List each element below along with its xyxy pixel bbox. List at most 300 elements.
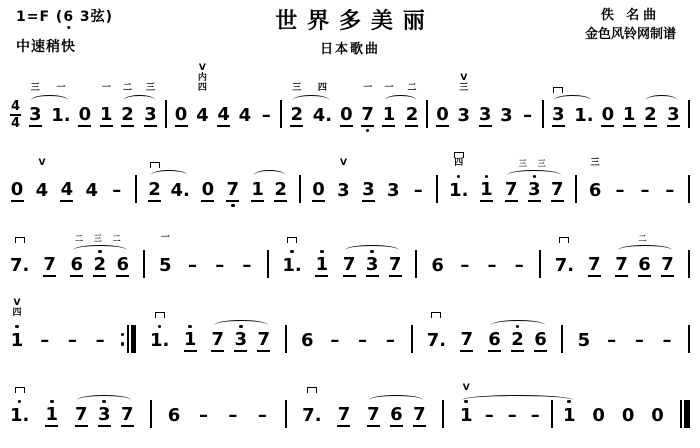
note-annotations xyxy=(591,159,600,168)
low-octave-dot xyxy=(116,277,130,284)
note-digit: 1 xyxy=(99,104,113,125)
note xyxy=(144,70,158,134)
note xyxy=(116,220,130,284)
note xyxy=(238,70,252,134)
note xyxy=(562,370,576,434)
note xyxy=(10,295,24,359)
low-octave-dot xyxy=(587,277,601,284)
slur-group xyxy=(251,145,288,209)
low-octave-dot xyxy=(643,127,657,134)
low-octave-dot xyxy=(217,127,231,134)
up-bow-icon: V xyxy=(13,298,21,308)
barline xyxy=(285,400,287,428)
note xyxy=(504,145,518,209)
note xyxy=(315,220,329,284)
high-octave-dot xyxy=(632,323,646,330)
note-annotations xyxy=(56,84,65,93)
low-octave-dot xyxy=(10,352,24,359)
note-annotations xyxy=(454,152,464,168)
high-octave-dot xyxy=(458,248,472,255)
low-octave-dot xyxy=(361,202,375,209)
low-octave-dot xyxy=(10,277,29,284)
low-octave-dot xyxy=(555,277,574,284)
low-octave-dot xyxy=(312,202,326,209)
barline xyxy=(542,100,544,128)
barline xyxy=(131,325,136,353)
high-octave-dot xyxy=(259,98,273,105)
note xyxy=(661,220,675,284)
note xyxy=(158,220,172,284)
low-octave-dot xyxy=(213,277,227,284)
note-annotations xyxy=(161,234,170,243)
note xyxy=(148,145,162,209)
repeat-dots xyxy=(121,333,125,346)
low-octave-dot xyxy=(226,202,240,209)
note xyxy=(527,145,541,209)
high-octave-dot xyxy=(605,323,619,330)
high-octave-dot xyxy=(574,98,593,105)
low-octave-dot xyxy=(460,352,474,359)
fingering-mark: 一 xyxy=(363,83,373,93)
low-octave-dot xyxy=(259,127,273,134)
low-octave-dot xyxy=(274,202,288,209)
low-octave-dot xyxy=(389,427,403,434)
note xyxy=(339,70,353,134)
low-octave-dot xyxy=(479,202,493,209)
slur-group xyxy=(488,295,548,359)
barline xyxy=(127,325,129,353)
subtitle: 日本歌曲 xyxy=(320,42,380,57)
fingering-mark: 一 xyxy=(56,83,66,93)
note xyxy=(551,70,565,134)
note xyxy=(201,145,215,209)
fingering-mark: 四 xyxy=(197,83,207,93)
low-octave-dot xyxy=(97,427,111,434)
high-octave-dot xyxy=(196,398,210,405)
low-octave-dot xyxy=(478,127,492,134)
slur-group xyxy=(366,370,426,434)
note-digit: – xyxy=(507,405,517,426)
note xyxy=(574,70,593,134)
note xyxy=(337,370,351,434)
duration-dash xyxy=(383,295,397,359)
tempo-marking: 中速稍快 xyxy=(16,39,76,55)
low-octave-dot xyxy=(148,202,162,209)
low-octave-dot xyxy=(388,277,402,284)
low-octave-dot xyxy=(382,127,396,134)
note-digit: 7 xyxy=(505,179,518,200)
low-octave-dot xyxy=(93,277,107,284)
duration-dash xyxy=(65,295,79,359)
slur-group xyxy=(342,220,402,284)
high-octave-dot xyxy=(663,173,677,180)
low-octave-dot xyxy=(499,127,513,134)
low-octave-dot xyxy=(45,427,59,434)
note xyxy=(74,370,88,434)
note xyxy=(85,145,99,209)
low-octave-dot xyxy=(383,352,397,359)
note xyxy=(10,370,29,434)
high-octave-dot xyxy=(313,98,332,105)
note-digit: 1. xyxy=(282,255,302,276)
low-octave-dot xyxy=(622,127,636,134)
low-octave-dot xyxy=(150,352,169,359)
high-octave-dot xyxy=(238,98,252,105)
note-digit: 4 xyxy=(35,180,49,201)
note-digit: 2 xyxy=(274,179,287,200)
note-digit: 7 xyxy=(460,329,474,350)
key-suffix: 3弦) xyxy=(74,9,114,25)
note-digit: 1 xyxy=(183,329,197,350)
note xyxy=(601,70,615,134)
note xyxy=(167,370,181,434)
note-digit: 0 xyxy=(201,179,215,200)
note-digit: 4 xyxy=(196,105,209,126)
fingering-mark: 四 xyxy=(12,308,22,318)
high-octave-dot xyxy=(158,248,172,255)
note-digit: 7. xyxy=(426,330,447,351)
sheet-header xyxy=(0,0,700,64)
note-digit: 2 xyxy=(121,104,134,125)
note-digit: 2 xyxy=(405,104,419,125)
note-digit: – xyxy=(530,405,540,426)
note-digit: 1 xyxy=(480,179,493,200)
high-octave-dot xyxy=(51,98,70,105)
low-octave-dot xyxy=(574,127,593,134)
note-digit: – xyxy=(634,330,644,351)
barline xyxy=(688,175,690,203)
down-bow-icon xyxy=(307,387,317,393)
high-octave-dot xyxy=(65,323,79,330)
low-octave-dot xyxy=(601,127,615,134)
high-octave-dot xyxy=(195,98,209,105)
note xyxy=(366,370,380,434)
high-octave-dot xyxy=(302,398,321,405)
high-octave-dot xyxy=(10,398,29,405)
note-digit: 3 xyxy=(144,104,157,125)
note-digit: 6 xyxy=(390,404,403,425)
low-octave-dot xyxy=(405,127,419,134)
fingering-mark: 四 xyxy=(454,158,464,168)
duration-dash xyxy=(528,370,542,434)
note-annotations xyxy=(363,84,372,93)
note xyxy=(499,70,513,134)
high-octave-dot xyxy=(651,398,665,405)
duration-dash xyxy=(255,370,269,434)
low-octave-dot xyxy=(144,127,158,134)
note xyxy=(389,370,403,434)
low-octave-dot xyxy=(457,127,471,134)
note-digit: 7. xyxy=(554,255,575,276)
down-bow-icon xyxy=(150,162,160,168)
note xyxy=(449,145,468,209)
high-octave-dot xyxy=(282,248,301,255)
low-octave-dot xyxy=(365,277,379,284)
note-digit: 7 xyxy=(551,179,564,200)
low-octave-dot xyxy=(511,352,525,359)
note-annotations xyxy=(459,74,468,93)
high-octave-dot xyxy=(555,248,574,255)
score xyxy=(0,64,700,434)
note-digit: 7 xyxy=(661,254,674,275)
fingering-mark: 一 xyxy=(101,83,111,93)
note-digit: 6 xyxy=(534,329,547,350)
low-octave-dot xyxy=(201,202,215,209)
duration-dash xyxy=(505,370,519,434)
duration-dash xyxy=(632,295,646,359)
low-octave-dot xyxy=(337,427,351,434)
note-digit: 3 xyxy=(362,179,375,200)
note xyxy=(60,145,74,209)
note xyxy=(171,145,190,209)
low-octave-dot xyxy=(99,127,113,134)
duration-dash xyxy=(512,220,526,284)
low-octave-dot xyxy=(651,427,665,434)
duration-dash xyxy=(196,370,210,434)
note-annotations xyxy=(287,237,297,243)
note-digit: 4. xyxy=(312,105,333,126)
note-digit: – xyxy=(358,330,368,351)
high-octave-dot xyxy=(255,398,269,405)
note xyxy=(35,145,49,209)
low-octave-dot xyxy=(356,352,370,359)
high-octave-dot xyxy=(10,323,24,330)
barline xyxy=(150,400,152,428)
duration-dash xyxy=(185,220,199,284)
slur-group xyxy=(290,70,332,134)
note-annotations xyxy=(318,84,327,93)
note-digit: – xyxy=(261,105,271,126)
high-octave-dot xyxy=(411,173,425,180)
note-digit: 3 xyxy=(500,105,513,126)
score-line xyxy=(10,295,690,359)
down-bow-icon xyxy=(287,237,297,243)
low-octave-dot xyxy=(613,202,627,209)
low-octave-dot xyxy=(226,427,240,434)
low-octave-dot xyxy=(592,427,606,434)
note-digit: – xyxy=(215,255,225,276)
up-bow-icon: V xyxy=(339,158,347,168)
low-octave-dot xyxy=(361,127,375,134)
slur-group xyxy=(382,70,419,134)
note xyxy=(386,145,400,209)
note xyxy=(183,295,197,359)
note xyxy=(78,70,92,134)
high-octave-dot xyxy=(336,173,350,180)
low-octave-dot xyxy=(605,352,619,359)
note xyxy=(555,220,574,284)
note xyxy=(150,295,169,359)
high-octave-dot xyxy=(499,98,513,105)
low-octave-dot xyxy=(488,352,502,359)
low-octave-dot xyxy=(342,277,356,284)
low-octave-dot xyxy=(35,202,49,209)
low-octave-dot xyxy=(638,277,652,284)
note-digit: 7 xyxy=(388,254,402,275)
note-digit: 1. xyxy=(574,105,594,126)
score-line xyxy=(10,63,690,134)
note xyxy=(478,70,492,134)
low-octave-dot xyxy=(336,202,350,209)
duration-dash xyxy=(638,145,652,209)
note-digit: – xyxy=(257,405,267,426)
note-digit: – xyxy=(662,330,672,351)
low-octave-dot xyxy=(411,202,425,209)
note xyxy=(211,295,225,359)
low-octave-dot xyxy=(386,202,400,209)
barline xyxy=(442,400,444,428)
fingering-mark: 二 xyxy=(122,83,133,93)
slur-group xyxy=(459,370,576,434)
low-octave-dot xyxy=(521,127,535,134)
note-annotations xyxy=(340,159,347,168)
low-octave-dot xyxy=(234,352,248,359)
high-octave-dot xyxy=(512,248,526,255)
note-digit: 1 xyxy=(10,330,24,351)
note xyxy=(217,70,231,134)
note-digit: 0 xyxy=(78,104,92,125)
low-octave-dot xyxy=(196,427,210,434)
note-annotations xyxy=(146,84,155,93)
note xyxy=(302,370,321,434)
high-octave-dot xyxy=(328,323,342,330)
duration-dash xyxy=(93,295,107,359)
note-digit: 1 xyxy=(622,104,636,125)
note xyxy=(622,70,636,134)
duration-dash xyxy=(613,145,627,209)
note-annotations xyxy=(123,84,132,93)
note-digit: – xyxy=(523,105,533,126)
note-digit: 3 xyxy=(551,104,565,125)
note-digit: 4 xyxy=(238,105,252,126)
low-octave-dot xyxy=(51,127,70,134)
fingering-mark: 二 三 二 xyxy=(75,234,125,243)
note-digit: 1. xyxy=(51,105,71,126)
high-octave-dot xyxy=(459,398,473,405)
high-octave-dot xyxy=(427,323,446,330)
note xyxy=(93,220,107,284)
note xyxy=(174,70,188,134)
low-octave-dot xyxy=(195,127,209,134)
note-digit: 6 xyxy=(588,180,602,201)
note xyxy=(427,295,446,359)
low-octave-dot xyxy=(158,277,172,284)
low-octave-dot xyxy=(110,202,124,209)
note-digit: 3 xyxy=(365,254,379,275)
duration-dash xyxy=(259,70,273,134)
low-octave-dot xyxy=(505,427,519,434)
barline xyxy=(143,250,145,278)
barline xyxy=(267,250,269,278)
high-octave-dot xyxy=(10,248,29,255)
note-digit: 7 xyxy=(43,254,56,275)
high-octave-dot xyxy=(588,173,602,180)
note-annotations xyxy=(31,84,40,93)
down-bow-icon xyxy=(553,87,563,93)
note-annotations xyxy=(407,84,416,93)
note-digit: – xyxy=(607,330,617,351)
low-octave-dot xyxy=(458,277,472,284)
note-annotations xyxy=(431,312,441,318)
repeat-end-barline xyxy=(121,325,137,353)
barline xyxy=(299,175,301,203)
low-octave-dot xyxy=(482,427,496,434)
slur-group xyxy=(148,145,190,209)
note-digit: 3 xyxy=(528,179,541,200)
note xyxy=(460,295,474,359)
low-octave-dot xyxy=(290,127,304,134)
low-octave-dot xyxy=(121,127,135,134)
note-digit: 2 xyxy=(148,179,161,200)
note-digit: 2 xyxy=(511,329,524,350)
high-octave-dot xyxy=(38,323,52,330)
time-signature-numerator: 4 xyxy=(10,98,21,114)
down-bow-icon xyxy=(155,312,165,318)
note xyxy=(550,145,564,209)
note xyxy=(643,70,657,134)
final-barline xyxy=(680,400,690,428)
low-octave-dot xyxy=(551,127,565,134)
note xyxy=(336,145,350,209)
low-octave-dot xyxy=(528,427,542,434)
high-octave-dot xyxy=(185,248,199,255)
low-octave-dot xyxy=(74,427,88,434)
note-digit: 0 xyxy=(10,179,24,200)
note-digit: 0 xyxy=(592,405,605,426)
note xyxy=(290,70,304,134)
note-digit: – xyxy=(514,255,524,276)
note-digit: – xyxy=(187,255,197,276)
note-digit: 3 xyxy=(97,404,111,425)
high-octave-dot xyxy=(383,323,397,330)
note-digit: 7 xyxy=(74,404,88,425)
down-bow-icon xyxy=(431,312,441,318)
barline xyxy=(688,250,690,278)
slur-group xyxy=(504,145,564,209)
low-octave-dot xyxy=(10,427,29,434)
note-digit: 5 xyxy=(158,255,172,276)
duration-dash xyxy=(226,370,240,434)
time-signature xyxy=(10,100,21,131)
low-octave-dot xyxy=(300,352,314,359)
barline xyxy=(561,325,563,353)
note-digit: 0 xyxy=(601,104,615,125)
note xyxy=(28,70,42,134)
key-low-note: 6 xyxy=(63,9,75,25)
high-octave-dot xyxy=(167,398,181,405)
note-digit: 0 xyxy=(174,104,188,125)
up-bow-icon: V xyxy=(38,158,46,168)
barline xyxy=(165,100,167,128)
duration-dash xyxy=(521,70,535,134)
fingering-mark: 三 xyxy=(459,83,469,93)
high-octave-dot xyxy=(213,248,227,255)
low-octave-dot xyxy=(412,427,426,434)
down-bow-icon xyxy=(15,237,25,243)
low-octave-dot xyxy=(28,127,42,134)
note-digit: 7 xyxy=(588,254,601,275)
high-octave-dot xyxy=(356,323,370,330)
low-octave-dot xyxy=(174,127,188,134)
low-octave-dot xyxy=(10,202,24,209)
duration-dash xyxy=(213,220,227,284)
note xyxy=(45,370,59,434)
note xyxy=(488,295,502,359)
note xyxy=(459,370,473,434)
duration-dash xyxy=(485,220,499,284)
high-octave-dot xyxy=(431,248,445,255)
note-digit: 7. xyxy=(302,405,322,426)
